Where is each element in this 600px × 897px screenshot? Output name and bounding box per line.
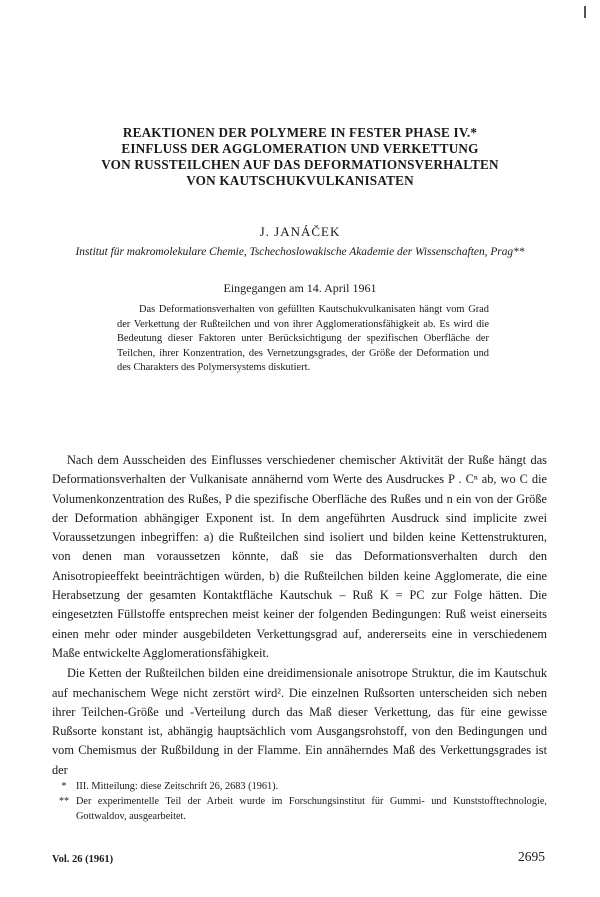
footnote-mark: ** [58, 796, 70, 808]
received-date: Eingegangen am 14. April 1961 [223, 281, 377, 295]
footnote-text: Der experimentelle Teil der Arbeit wurde im Forschungsinstitut für Gummi- und Kunststofftechnologie, Gottwaldov, ausgearbeitet. [76, 796, 547, 823]
volume-label: Vol. 26 (1961) [52, 854, 114, 865]
title-line: EINFLUSS DER AGGLOMERATION UND VERKETTUNG [121, 141, 479, 156]
title-line: VON RUSSTEILCHEN AUF DAS DEFORMATIONSVERHALTEN [101, 157, 499, 172]
affiliation: Institut für makromolekulare Chemie, Tschechoslowakische Akademie der Wissenschaften, Prag** [75, 246, 525, 258]
footnote [52, 794, 547, 824]
footnote-mark: * [61, 781, 67, 792]
article-title [40, 125, 560, 189]
abstract: Das Deformationsverhalten von gefüllten Kautschukvulkanisaten hängt vom Grad der Verkettung der Rußteilchen und von ihrer Agglomerationsfähigkeit ab. Es wird die Bedeutung dieser Faktoren unter Berücksichtigung der spezifischen Oberfläche der Teilchen, ihrer Konzentration, des Vernetzungsgrades, der Größe der Deformation und des Charakters des Polymersystems diskutiert. [117, 304, 489, 374]
footnote-text: III. Mitteilung: diese Zeitschrift 26, 2683 (1961). [76, 781, 279, 792]
footnote [52, 779, 547, 794]
paragraph: Die Ketten der Rußteilchen bilden eine dreidimensionale anisotrope Struktur, die im Kautschuk auf mechanischem Wege nicht zerstört wird². Die einzelnen Rußsorten unterscheiden sich neben ihrer Teilchen-Größe und -Verteilung durch das Maß dieser Verkettung, das für eine gewisse Rußsorte konstant ist, abhängig hauptsächlich vom Ausgangsrohstoff, von den Bedingungen und vom Chemismus der Rußbildung in der Flamme. Ein annäherndes Maß des Verkettungsgrades ist der [52, 666, 547, 777]
footnotes [52, 779, 547, 825]
body-text [52, 451, 547, 780]
title-line: VON KAUTSCHUKVULKANISATEN [186, 173, 414, 188]
scan-mark [584, 6, 586, 18]
title-line: REAKTIONEN DER POLYMERE IN FESTER PHASE IV.* [122, 125, 478, 140]
page-number: 2695 [518, 849, 545, 864]
paragraph: Nach dem Ausscheiden des Einflusses verschiedener chemischer Aktivität der Ruße hängt das Deformationsverhalten der Vulkanisate annähernd vom Werte des Ausdruckes P . Cⁿ ab, wo C die Volumenkonzentration des Rußes, P die spezifische Oberfläche des Rußes und n ein von der Größe der Deformation abhängiger Exponent ist. In dem angeführten Ausdruck sind implicite zwei Voraussetzungen inbegriffen: a) die Rußteilchen sind isoliert und bilden keine Kettenstrukturen, von denen man voraussetzen könnte, daß sie das Deformationsverhalten durch den Anisotropieeffekt beeinträchtigen würden, b) die Rußteilchen bilden keine Agglomerate, die eine Herabsetzung der gesamten Kontaktfläche Kautschuk – Ruß K = PC zur Folge hätten. Die eingesetzten Füllstoffe entsprechen meist keiner der folgenden Bedingungen: Ruß weist einerseits einen mehr oder minder ausgebildeten Verkettungsgrad auf, andererseits eine in verschiedenem Maße entwickelte Agglomerationsfähigkeit. [52, 453, 547, 660]
author-name: J. JANÁČEK [259, 224, 341, 239]
